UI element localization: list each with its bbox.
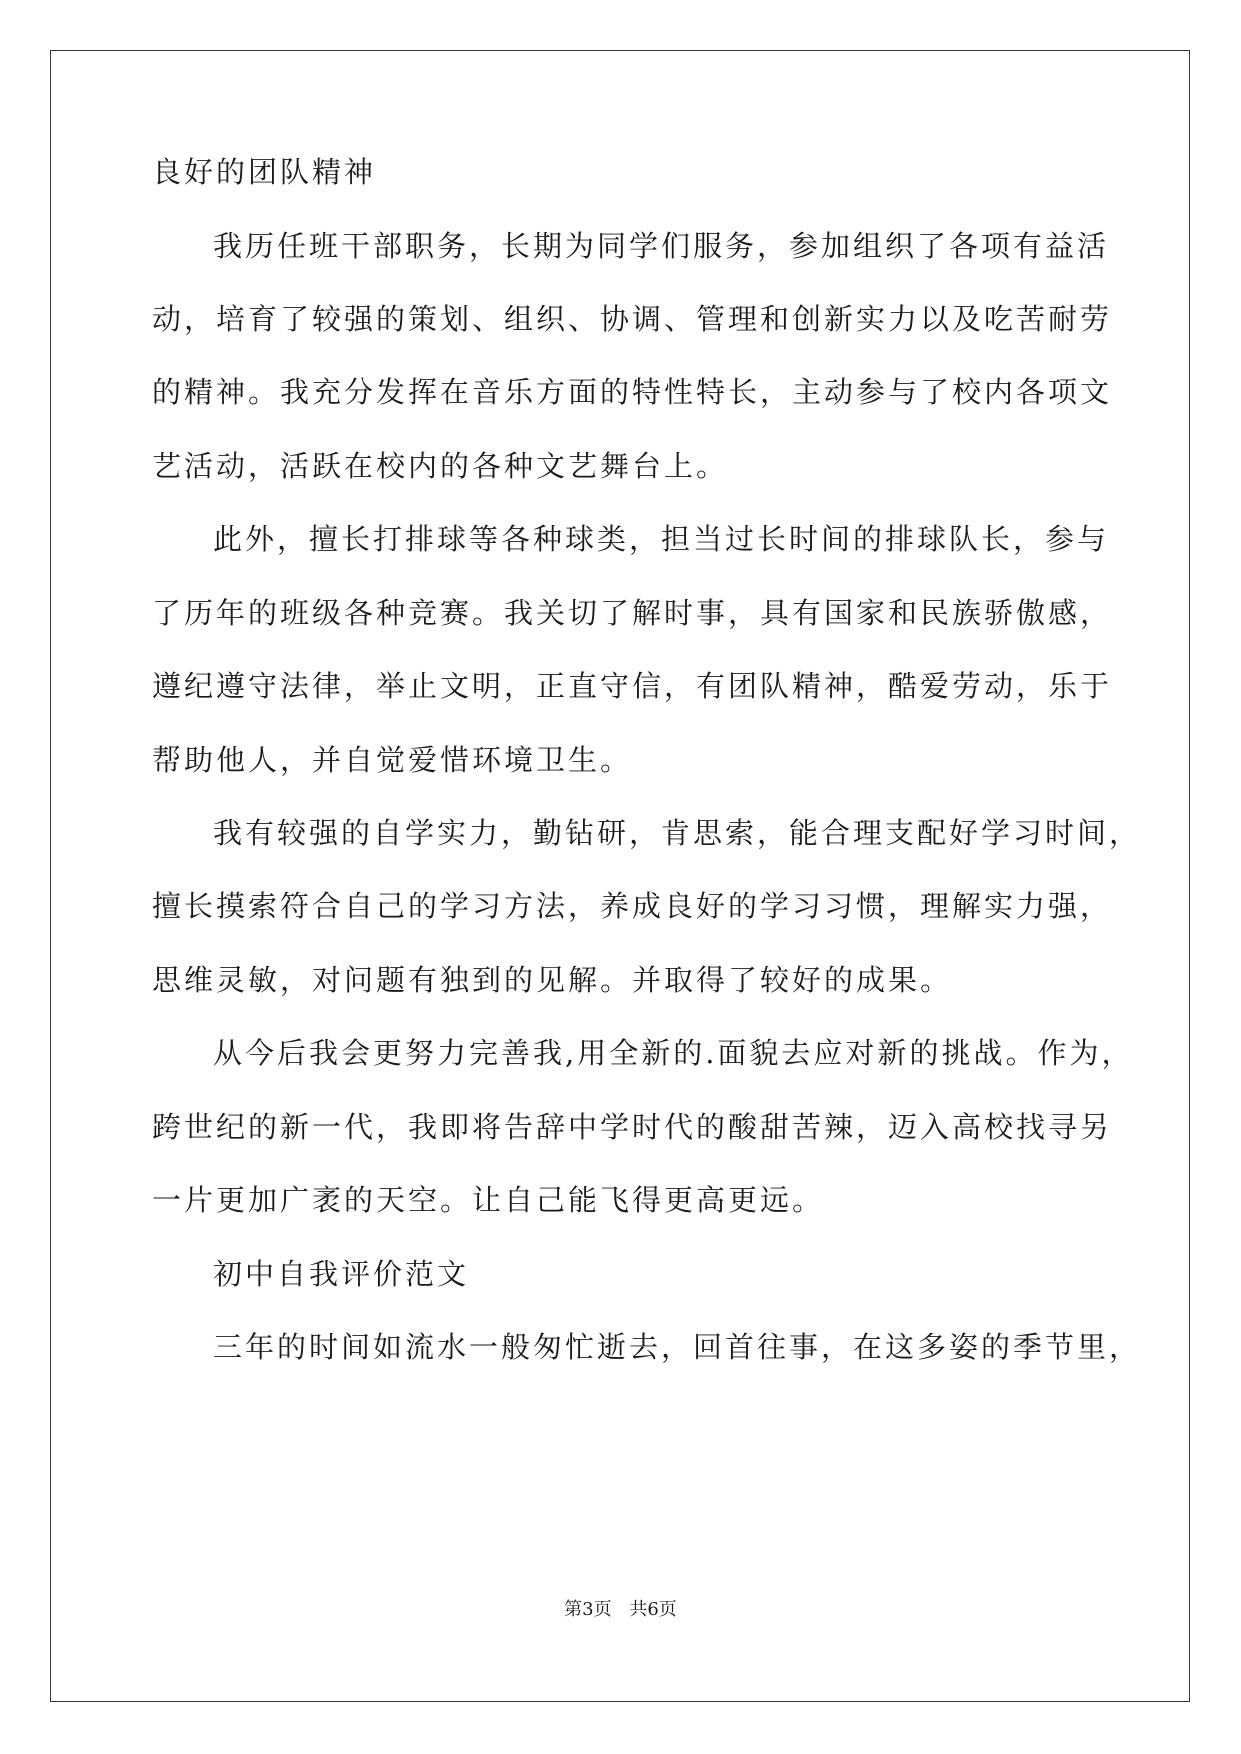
text-line: 良好的团队精神	[152, 155, 377, 189]
text-line: 动，培育了较强的策划、组织、协调、管理和创新实力以及吃苦耐劳	[152, 302, 1113, 336]
page-number: 第3页	[564, 1599, 612, 1620]
text-line: 三年的时间如流水一般匆忙逝去，回首往事，在这多姿的季节里，	[213, 1330, 1142, 1364]
text-line: 我历任班干部职务，长期为同学们服务，参加组织了各项有益活	[213, 229, 1110, 263]
section-heading: 初中自我评价范文	[213, 1257, 470, 1291]
text-line: 遵纪遵守法律，举止文明，正直守信，有团队精神，酷爱劳动，乐于	[152, 669, 1113, 703]
text-line: 的精神。我充分发挥在音乐方面的特性特长，主动参与了校内各项文	[152, 375, 1113, 409]
text-line: 此外，擅长打排球等各种球类，担当过长时间的排球队长，参与	[213, 522, 1110, 556]
page-total: 共6页	[629, 1599, 677, 1620]
text-line: 帮助他人，并自觉爱惜环境卫生。	[152, 743, 633, 777]
text-line: 思维灵敏，对问题有独到的见解。并取得了较好的成果。	[152, 963, 953, 997]
text-line: 一片更加广袤的天空。让自己能飞得更高更远。	[152, 1183, 825, 1217]
page-footer	[0, 1598, 1241, 1622]
text-line: 了历年的班级各种竞赛。我关切了解时事，具有国家和民族骄傲感，	[152, 596, 1113, 630]
text-line: 从今后我会更努力完善我,用全新的.面貌去应对新的挑战。作为，	[213, 1036, 1134, 1070]
text-line: 艺活动，活跃在校内的各种文艺舞台上。	[152, 449, 729, 483]
text-line: 擅长摸索符合自己的学习方法，养成良好的学习习惯，理解实力强，	[152, 889, 1113, 923]
text-line: 跨世纪的新一代，我即将告辞中学时代的酸甜苦辣，迈入高校找寻另	[152, 1110, 1113, 1144]
text-line: 我有较强的自学实力，勤钻研，肯思索，能合理支配好学习时间，	[213, 816, 1142, 850]
page-frame	[50, 50, 1190, 1702]
